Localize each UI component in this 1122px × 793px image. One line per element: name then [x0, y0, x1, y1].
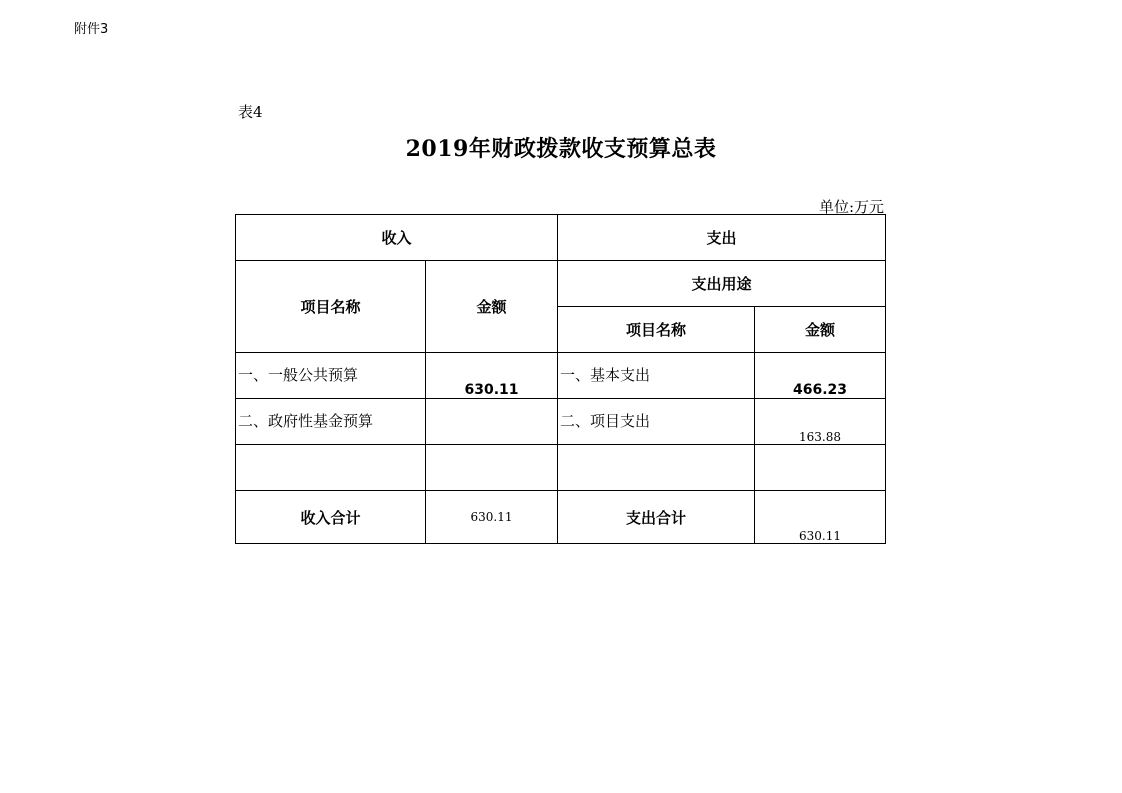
- unit-label: 单位:万元: [818, 198, 884, 216]
- income-item-cell: 二、政府性基金预算: [236, 399, 426, 445]
- income-item-name-header: 项目名称: [236, 261, 426, 353]
- expense-item-name-header: 项目名称: [558, 307, 755, 353]
- income-total-label: 收入合计: [236, 491, 426, 544]
- expense-purpose-header: 支出用途: [558, 261, 886, 307]
- income-header: 收入: [236, 215, 558, 261]
- income-total-amount: 630.11: [426, 491, 558, 544]
- income-amount-cell: [426, 445, 558, 491]
- expense-total-label: 支出合计: [558, 491, 755, 544]
- page-title: 2019年财政拨款收支预算总表: [405, 136, 717, 162]
- attachment-label: 附件3: [74, 22, 109, 37]
- income-amount-cell: 630.11: [426, 353, 558, 399]
- expense-item-cell: 一、基本支出: [558, 353, 755, 399]
- expense-item-cell: [558, 445, 755, 491]
- expense-amount-cell: [755, 445, 886, 491]
- expense-amount-cell: 466.23: [755, 353, 886, 399]
- expense-amount-cell: 163.88: [755, 399, 886, 445]
- table-row: [236, 399, 886, 445]
- budget-table: [235, 214, 886, 544]
- income-item-cell: [236, 445, 426, 491]
- income-amount-cell: [426, 399, 558, 445]
- expense-header: 支出: [558, 215, 886, 261]
- income-item-cell: 一、一般公共预算: [236, 353, 426, 399]
- table-row: [236, 353, 886, 399]
- expense-amount-header: 金额: [755, 307, 886, 353]
- table-number-label: 表4: [238, 103, 263, 121]
- expense-item-cell: 二、项目支出: [558, 399, 755, 445]
- totals-row: [236, 491, 886, 544]
- income-amount-header: 金额: [426, 261, 558, 353]
- expense-total-amount: 630.11: [755, 491, 886, 544]
- table-row: [236, 445, 886, 491]
